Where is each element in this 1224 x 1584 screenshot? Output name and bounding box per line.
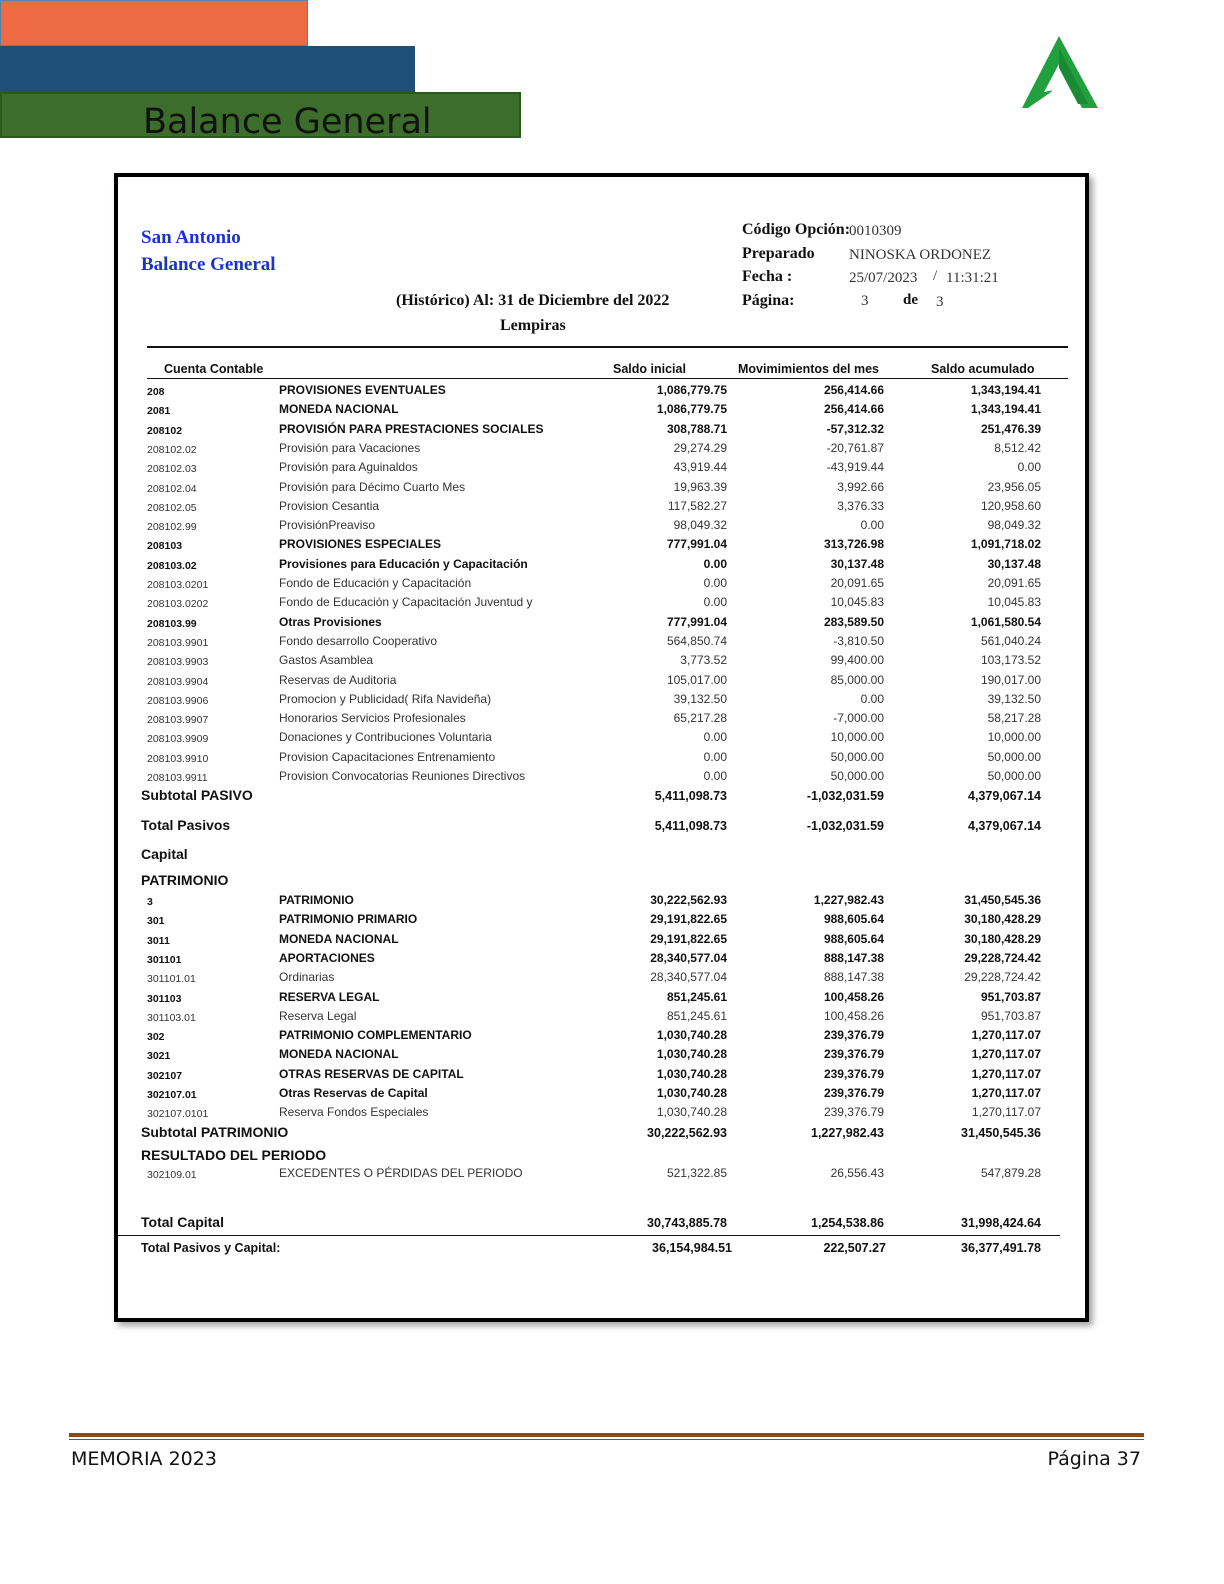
- header-rule-bottom: [147, 378, 1068, 379]
- account-name: Provision Cesantia: [279, 498, 380, 513]
- account-code: 208103: [147, 540, 183, 553]
- account-code: 302107.01: [147, 1089, 197, 1101]
- total-pasivos-v1: 5,411,098.73: [654, 819, 727, 833]
- account-name: Donaciones y Contribuciones Voluntaria: [279, 730, 492, 745]
- table-row: [147, 932, 1047, 951]
- header-bar-orange: [0, 0, 308, 46]
- movimientos: 239,376.79: [823, 1028, 884, 1043]
- movimientos: 256,414.66: [823, 402, 884, 417]
- account-code: 3011: [147, 934, 170, 947]
- account-name: Provisión para Décimo Cuarto Mes: [279, 479, 466, 494]
- account-name: Reserva Legal: [279, 1008, 357, 1023]
- account-name: APORTACIONES: [279, 950, 375, 965]
- account-code: 301101.01: [147, 973, 196, 986]
- saldo-inicial: 777,991.04: [666, 614, 727, 629]
- account-code: 301103: [147, 992, 182, 1005]
- movimientos: 100,458.26: [823, 989, 884, 1004]
- col-saldo-acumulado-header: Saldo acumulado: [931, 362, 1035, 376]
- total-capital-v1: 30,743,885.78: [647, 1216, 727, 1230]
- saldo-inicial: 29,191,822.65: [650, 912, 727, 927]
- movimientos: 988,605.64: [823, 931, 884, 946]
- total-pasivos-capital-v3: 36,377,491.78: [961, 1241, 1041, 1255]
- movimientos: 0.00: [860, 518, 884, 533]
- subtotal-pasivo-row: [141, 789, 1049, 809]
- account-name: RESERVA LEGAL: [279, 989, 380, 1004]
- table-row: [147, 1105, 1047, 1124]
- account-name: PROVISIONES EVENTUALES: [279, 383, 446, 397]
- saldo-acumulado: 120,958.60: [980, 498, 1041, 513]
- account-code: 302107: [147, 1069, 183, 1082]
- subtotal-patrimonio-v3: 31,450,545.36: [961, 1126, 1041, 1140]
- table-row: [147, 422, 1047, 441]
- movimientos: -43,919.44: [826, 460, 884, 475]
- tree-logo-icon: [1018, 34, 1100, 110]
- table-row: [147, 1086, 1047, 1105]
- resultado-name: EXCEDENTES O PÉRDIDAS DEL PERIODO: [279, 1166, 523, 1180]
- footer-memoria: MEMORIA 2023: [71, 1448, 217, 1470]
- account-name: Gastos Asamblea: [279, 653, 374, 668]
- capital-heading: Capital: [141, 846, 188, 862]
- total-pasivos-capital-label: Total Pasivos y Capital:: [141, 1241, 281, 1255]
- col-cuenta-header: Cuenta Contable: [164, 362, 264, 376]
- report-title: Balance General: [141, 254, 276, 275]
- table-row: [147, 970, 1047, 989]
- saldo-acumulado: 29,228,724.42: [964, 950, 1041, 965]
- saldo-acumulado: 1,270,117.07: [971, 1105, 1041, 1120]
- account-name: Fondo de Educación y Capacitación: [279, 576, 472, 590]
- movimientos: 30,137.48: [830, 556, 884, 571]
- movimientos: 0.00: [860, 691, 884, 706]
- total-capital-row: [141, 1216, 1049, 1236]
- table-row: [147, 653, 1047, 672]
- table-row: [147, 711, 1047, 730]
- saldo-acumulado: 10,045.83: [987, 595, 1041, 610]
- saldo-inicial: 117,582.27: [667, 498, 727, 513]
- saldo-inicial: 851,245.61: [666, 989, 727, 1004]
- account-code: 208103.9911: [147, 772, 208, 784]
- col-saldo-inicial-header: Saldo inicial: [613, 362, 686, 376]
- resultado-v1: 521,322.85: [666, 1166, 727, 1180]
- saldo-acumulado: 1,270,117.07: [971, 1086, 1041, 1100]
- account-name: PATRIMONIO COMPLEMENTARIO: [279, 1028, 472, 1043]
- table-row: [147, 912, 1047, 931]
- account-name: PATRIMONIO: [279, 893, 354, 907]
- subtotal-patrimonio-v1: 30,222,562.93: [647, 1126, 727, 1140]
- account-name: MONEDA NACIONAL: [279, 402, 399, 417]
- table-row: [147, 595, 1047, 614]
- saldo-inicial: 28,340,577.04: [650, 970, 727, 985]
- subtotal-pasivo-label: Subtotal PASIVO: [141, 787, 253, 803]
- account-code: 208103.9904: [147, 675, 209, 688]
- preparado-label: Preparado: [742, 245, 815, 262]
- movimientos: 10,045.83: [830, 595, 884, 610]
- saldo-acumulado: 39,132.50: [987, 691, 1041, 706]
- account-code: 208103.99: [147, 617, 197, 630]
- saldo-acumulado: 1,061,580.54: [970, 614, 1041, 629]
- saldo-inicial: 30,222,562.93: [650, 893, 727, 907]
- account-code: 208103.9907: [147, 714, 209, 727]
- fecha-separator: /: [933, 268, 938, 284]
- saldo-acumulado: 10,000.00: [987, 730, 1041, 745]
- header-rule: [147, 346, 1068, 348]
- resultado-row: [147, 1166, 1047, 1185]
- account-name: PROVISIÓN PARA PRESTACIONES SOCIALES: [279, 421, 544, 436]
- codigo-value: 0010309: [849, 223, 902, 239]
- saldo-inicial: 0.00: [703, 576, 727, 590]
- table-row: [147, 441, 1047, 460]
- account-name: PROVISIONES ESPECIALES: [279, 537, 442, 552]
- resultado-code: 302109.01: [147, 1169, 197, 1181]
- company-name: San Antonio: [141, 227, 241, 248]
- account-code: 3: [147, 896, 153, 908]
- account-name: Honorarios Servicios Profesionales: [279, 711, 466, 726]
- account-name: Reserva Fondos Especiales: [279, 1105, 429, 1120]
- pagina-label: Página:: [742, 292, 795, 309]
- saldo-acumulado: 1,091,718.02: [970, 537, 1041, 552]
- saldo-acumulado: 951,703.87: [980, 989, 1041, 1004]
- header-bar-blue: [0, 46, 415, 92]
- account-code: 208102.05: [147, 501, 197, 514]
- fecha-label: Fecha :: [742, 268, 793, 285]
- saldo-acumulado: 1,270,117.07: [971, 1066, 1041, 1081]
- saldo-inicial: 777,991.04: [666, 537, 727, 552]
- table-row: [147, 499, 1047, 518]
- table-row: [147, 402, 1047, 421]
- movimientos: 99,400.00: [830, 653, 884, 668]
- movimientos: 239,376.79: [823, 1105, 884, 1120]
- table-row: [147, 1028, 1047, 1047]
- account-code: 208103.9903: [147, 656, 209, 669]
- saldo-acumulado: 30,137.48: [987, 556, 1041, 571]
- saldo-acumulado: 1,343,194.41: [970, 402, 1041, 417]
- resultado-v2: 26,556.43: [830, 1166, 884, 1180]
- total-pasivos-capital-row: [141, 1241, 1049, 1261]
- movimientos: 3,992.66: [837, 479, 884, 494]
- footer-rule: [69, 1433, 1144, 1437]
- pagina-value: 3: [861, 293, 869, 309]
- de-label: de: [903, 292, 918, 308]
- total-pasivos-v3: 4,379,067.14: [968, 819, 1041, 833]
- account-code: 208102.99: [147, 521, 197, 534]
- table-row: [147, 1009, 1047, 1028]
- table-row: [147, 537, 1047, 556]
- saldo-inicial: 1,086,779.75: [656, 383, 727, 397]
- saldo-acumulado: 50,000.00: [987, 769, 1041, 783]
- saldo-inicial: 1,030,740.28: [656, 1086, 727, 1100]
- saldo-inicial: 0.00: [703, 556, 727, 571]
- table-row: [147, 673, 1047, 692]
- saldo-inicial: 0.00: [703, 749, 727, 764]
- saldo-acumulado: 1,343,194.41: [970, 383, 1041, 397]
- account-name: Ordinarias: [279, 970, 335, 985]
- report-currency: Lempiras: [500, 317, 566, 334]
- account-code: 208103.9901: [147, 636, 209, 649]
- saldo-acumulado: 20,091.65: [987, 576, 1041, 590]
- account-name: ProvisiónPreaviso: [279, 518, 376, 533]
- saldo-acumulado: 98,049.32: [987, 518, 1041, 533]
- table-row: [147, 769, 1047, 788]
- resultado-v3: 547,879.28: [980, 1166, 1041, 1180]
- account-code: 301103.01: [147, 1011, 196, 1024]
- table-row: [147, 518, 1047, 537]
- account-name: Provisiones para Educación y Capacitación: [279, 556, 528, 571]
- movimientos: 888,147.38: [823, 970, 884, 985]
- movimientos: 50,000.00: [830, 769, 884, 783]
- saldo-inicial: 98,049.32: [673, 518, 727, 533]
- account-name: Fondo desarrollo Cooperativo: [279, 633, 438, 648]
- footer-rule-thin: [69, 1439, 1144, 1440]
- table-row: [147, 576, 1047, 595]
- saldo-acumulado: 23,956.05: [987, 479, 1041, 494]
- table-row: [147, 1047, 1047, 1066]
- fecha-value: 25/07/2023: [849, 270, 918, 286]
- table-row: [147, 951, 1047, 970]
- report-period: (Histórico) Al: 31 de Diciembre del 2022: [396, 292, 670, 309]
- total-capital-v3: 31,998,424.64: [961, 1216, 1041, 1230]
- saldo-acumulado: 30,180,428.29: [964, 912, 1041, 927]
- total-pasivos-row: [141, 819, 1049, 839]
- table-row: [147, 460, 1047, 479]
- footer-page-number: Página 37: [1047, 1448, 1141, 1470]
- saldo-acumulado: 251,476.39: [980, 421, 1041, 436]
- account-code: 208103.0202: [147, 598, 209, 611]
- saldo-inicial: 39,132.50: [673, 691, 727, 706]
- saldo-acumulado: 1,270,117.07: [971, 1028, 1041, 1043]
- table-row: [147, 730, 1047, 749]
- account-code: 208103.9906: [147, 694, 209, 707]
- saldo-acumulado: 0.00: [1017, 460, 1041, 475]
- account-name: Provision Capacitaciones Entrenamiento: [279, 749, 496, 764]
- hora-value: 11:31:21: [946, 270, 999, 286]
- pagina-total: 3: [936, 294, 944, 310]
- subtotal-patrimonio-v2: 1,227,982.43: [811, 1126, 884, 1140]
- account-code: 3021: [147, 1050, 171, 1063]
- movimientos: 888,147.38: [823, 950, 884, 965]
- account-code: 208103.02: [147, 559, 197, 572]
- saldo-inicial: 1,030,740.28: [656, 1047, 727, 1062]
- account-code: 208102.04: [147, 482, 197, 495]
- col-movimientos-header: Movimimientos del mes: [738, 362, 880, 376]
- movimientos: 1,227,982.43: [813, 893, 884, 907]
- movimientos: 20,091.65: [830, 576, 884, 590]
- movimientos: 239,376.79: [823, 1086, 884, 1100]
- account-name: Provisión para Aguinaldos: [279, 460, 418, 475]
- account-code: 208102.03: [147, 463, 197, 476]
- account-code: 208103.9910: [147, 752, 209, 765]
- account-code: 2081: [147, 405, 171, 418]
- saldo-inicial: 1,030,740.28: [656, 1028, 727, 1043]
- movimientos: -57,312.32: [826, 421, 884, 436]
- preparado-value: NINOSKA ORDONEZ: [849, 247, 992, 263]
- account-code: 208103.0201: [147, 579, 209, 591]
- saldo-acumulado: 561,040.24: [980, 633, 1041, 648]
- total-pasivos-capital-v1: 36,154,984.51: [652, 1241, 732, 1255]
- movimientos: 239,376.79: [823, 1066, 884, 1081]
- account-name: Reservas de Auditoria: [279, 672, 397, 687]
- saldo-inicial: 1,030,740.28: [656, 1105, 727, 1120]
- total-capital-v2: 1,254,538.86: [811, 1216, 884, 1230]
- total-capital-label: Total Capital: [141, 1214, 224, 1230]
- total-pasivos-capital-v2: 222,507.27: [823, 1241, 886, 1255]
- account-code: 301: [147, 915, 165, 928]
- saldo-acumulado: 1,270,117.07: [971, 1047, 1041, 1062]
- saldo-inicial: 105,017.00: [666, 672, 727, 687]
- movimientos: 988,605.64: [823, 912, 884, 927]
- saldo-acumulado: 58,217.28: [987, 711, 1041, 726]
- movimientos: 10,000.00: [830, 730, 884, 745]
- saldo-inicial: 29,274.29: [673, 440, 727, 455]
- saldo-inicial: 19,963.39: [673, 479, 727, 494]
- table-row: [147, 750, 1047, 769]
- saldo-inicial: 851,245.61: [666, 1008, 727, 1023]
- saldo-acumulado: 30,180,428.29: [964, 931, 1041, 946]
- account-name: Promocion y Publicidad( Rifa Navideña): [279, 691, 492, 706]
- table-row: [147, 557, 1047, 576]
- account-code: 302: [147, 1031, 165, 1044]
- saldo-inicial: 1,086,779.75: [656, 402, 727, 417]
- subtotal-patrimonio-label: Subtotal PATRIMONIO: [141, 1124, 289, 1140]
- subtotal-pasivo-v2: -1,032,031.59: [806, 789, 884, 803]
- account-code: 208103.9909: [147, 733, 209, 746]
- saldo-acumulado: 190,017.00: [980, 672, 1041, 687]
- table-row: [147, 893, 1047, 912]
- patrimonio-heading: PATRIMONIO: [141, 872, 229, 888]
- subtotal-pasivo-v1: 5,411,098.73: [654, 789, 727, 803]
- account-name: Otras Reservas de Capital: [279, 1086, 428, 1100]
- saldo-inicial: 308,788.71: [666, 421, 727, 436]
- account-name: MONEDA NACIONAL: [279, 1047, 399, 1062]
- codigo-label: Código Opción:: [742, 221, 851, 238]
- saldo-inicial: 564,850.74: [666, 633, 727, 648]
- account-name: Otras Provisiones: [279, 614, 382, 629]
- subtotal-pasivo-v3: 4,379,067.14: [968, 789, 1041, 803]
- movimientos: 3,376.33: [837, 498, 884, 513]
- movimientos: 85,000.00: [830, 672, 884, 687]
- account-name: PATRIMONIO PRIMARIO: [279, 912, 418, 927]
- saldo-acumulado: 50,000.00: [987, 749, 1041, 764]
- movimientos: 239,376.79: [823, 1047, 884, 1062]
- saldo-inicial: 65,217.28: [673, 711, 727, 726]
- saldo-acumulado: 29,228,724.42: [964, 970, 1041, 985]
- account-name: Fondo de Educación y Capacitación Juventud y: [279, 595, 533, 610]
- total-pasivos-v2: -1,032,031.59: [806, 819, 884, 833]
- saldo-acumulado: 31,450,545.36: [964, 893, 1041, 907]
- account-code: 302107.0101: [147, 1108, 209, 1121]
- saldo-inicial: 29,191,822.65: [650, 931, 727, 946]
- saldo-inicial: 0.00: [703, 730, 727, 745]
- page-title: Balance General: [143, 102, 432, 142]
- resultado-heading: RESULTADO DEL PERIODO: [141, 1147, 327, 1163]
- movimientos: -3,810.50: [833, 633, 884, 648]
- account-name: OTRAS RESERVAS DE CAPITAL: [279, 1066, 464, 1081]
- table-row: [147, 634, 1047, 653]
- account-code: 208102.02: [147, 443, 197, 456]
- saldo-inicial: 0.00: [703, 595, 727, 610]
- saldo-inicial: 28,340,577.04: [650, 950, 727, 965]
- table-row: [147, 383, 1047, 402]
- saldo-acumulado: 103,173.52: [980, 653, 1041, 668]
- saldo-inicial: 3,773.52: [680, 653, 727, 668]
- saldo-inicial: 1,030,740.28: [656, 1066, 727, 1081]
- saldo-inicial: 0.00: [703, 769, 727, 783]
- movimientos: -20,761.87: [826, 440, 884, 455]
- table-row: [147, 1067, 1047, 1086]
- table-row: [147, 615, 1047, 634]
- movimientos: 50,000.00: [830, 749, 884, 764]
- account-code: 301101: [147, 953, 182, 966]
- table-row: [147, 990, 1047, 1009]
- table-row: [147, 480, 1047, 499]
- account-name: Provisión para Vacaciones: [279, 440, 421, 455]
- saldo-acumulado: 8,512.42: [994, 440, 1041, 455]
- total-rule: [118, 1235, 1060, 1236]
- saldo-inicial: 43,919.44: [673, 460, 727, 475]
- movimientos: 256,414.66: [823, 383, 884, 397]
- movimientos: 283,589.50: [823, 614, 884, 629]
- movimientos: -7,000.00: [833, 711, 884, 726]
- saldo-acumulado: 951,703.87: [980, 1008, 1041, 1023]
- account-name: Provision Convocatorias Reuniones Directivos: [279, 769, 526, 783]
- account-code: 208102: [147, 424, 183, 437]
- total-pasivos-label: Total Pasivos: [141, 817, 231, 833]
- movimientos: 313,726.98: [823, 537, 884, 552]
- movimientos: 100,458.26: [823, 1008, 884, 1023]
- account-name: MONEDA NACIONAL: [279, 931, 399, 946]
- account-code: 208: [147, 386, 165, 398]
- subtotal-patrimonio-row: [141, 1126, 1049, 1146]
- table-row: [147, 692, 1047, 711]
